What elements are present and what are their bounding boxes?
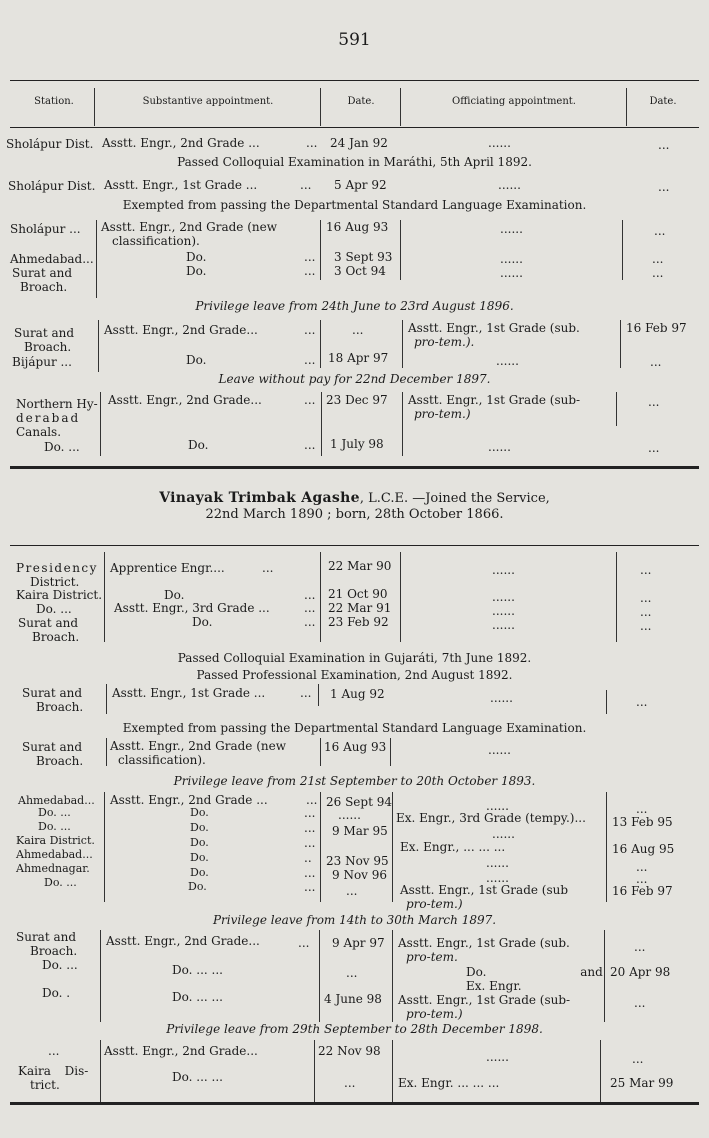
date: 16 Aug 93 [324, 740, 387, 754]
station: Do. ... [36, 602, 72, 616]
station: Broach. [24, 340, 72, 354]
officer-details-line2: 22nd March 1890 ; born, 28th October 1866. [205, 507, 504, 522]
date2: ... [636, 872, 648, 886]
dots: ... [304, 264, 316, 278]
station: Ahmedabad... [16, 848, 93, 861]
station: Do. ... [38, 820, 71, 833]
date: 9 Mar 95 [332, 824, 388, 838]
substantive-appointment: Do. [164, 588, 185, 602]
column-divider [320, 552, 321, 642]
date: ... [346, 966, 358, 980]
officiating-appointment: pro-tem.) [414, 407, 471, 421]
note: Privilege leave from 24th June to 23rd August 1896. [195, 299, 514, 313]
officiating-appointment: Ex. Engr. ... ... ... [398, 1076, 500, 1090]
note: Exempted from passing the Departmental Standard Language Examination. [122, 721, 587, 735]
column-divider [314, 1040, 315, 1102]
date: 22 Nov 98 [318, 1044, 381, 1058]
substantive-appointment: Asstt. Engr., 2nd Grade... [108, 393, 262, 407]
date2: ... [640, 563, 652, 577]
substantive-appointment: Do. [186, 353, 207, 367]
date2: 20 Apr 98 [610, 965, 671, 979]
officer-name: Vinayak Trimbak Agashe [159, 490, 360, 506]
officiating-appointment: Asstt. Engr., 1st Grade (sub. [408, 321, 580, 335]
station: Broach. [36, 754, 84, 768]
substantive-appointment: Asstt. Engr., 2nd Grade... [104, 323, 258, 337]
officiating-appointment: ...... [500, 222, 523, 236]
substantive-appointment: Do. ... ... [172, 963, 223, 977]
dots: ... [304, 250, 316, 264]
officiating-appointment: ...... [486, 871, 509, 885]
date: 23 Feb 92 [328, 615, 389, 629]
column-divider [390, 738, 391, 766]
officiating-appointment: Ex. Engr., 3rd Grade (tempy.)... [396, 811, 586, 825]
substantive-appointment: Asstt. Engr., 1st Grade ... [104, 178, 258, 192]
station: Canals. [16, 425, 62, 439]
substantive-appointment: Asstt. Engr., 3rd Grade ... [114, 601, 270, 615]
station: Kaira District. [16, 834, 95, 847]
substantive-appointment: Asstt. Engr., 1st Grade ... [112, 686, 266, 700]
date2: ... [652, 266, 664, 280]
section-rule [10, 545, 699, 546]
dots: ... [304, 393, 316, 407]
substantive-appointment: Do. [192, 615, 213, 629]
officer-details: , L.C.E. —Joined the Service, [359, 491, 550, 506]
station: Kaira District. [16, 588, 103, 602]
date: ... [346, 884, 358, 898]
header-divider [94, 88, 95, 126]
date2: ... [640, 605, 652, 619]
substantive-appointment: classification). [118, 753, 206, 767]
date2: 25 Mar 99 [610, 1076, 674, 1090]
date2: 16 Feb 97 [626, 321, 687, 335]
station: Sholápur Dist. [6, 137, 94, 151]
officiating-appointment: ...... [498, 178, 521, 192]
date: 22 Mar 90 [328, 559, 392, 573]
bottom-rule [10, 1102, 699, 1105]
date: 22 Mar 91 [328, 601, 392, 615]
officiating-appointment: Asstt. Engr., 1st Grade (sub- [408, 393, 581, 407]
column-divider [402, 320, 403, 368]
officiating-appointment: pro-tem.) [406, 897, 463, 911]
column-divider [100, 1040, 101, 1102]
officiating-appointment: pro-tem.). [414, 335, 475, 349]
note: Exempted from passing the Departmental Standard Language Examination. [122, 198, 587, 212]
dots: ... [300, 178, 312, 192]
station: Sholápur Dist. [8, 179, 96, 193]
substantive-appointment: Do. [190, 866, 209, 879]
note: Privilege leave from 21st September to 20th October 1893. [173, 774, 536, 788]
officiating-appointment: ...... [500, 266, 523, 280]
date2: 13 Feb 95 [612, 815, 673, 829]
substantive-appointment: Do. [188, 438, 209, 452]
officiating-appointment: Asstt. Engr., 1st Grade (sub [400, 883, 569, 897]
date2: ... [640, 619, 652, 633]
dots: ... [304, 601, 316, 615]
station: Presidency [16, 561, 98, 575]
note: Privilege leave from 14th to 30th March 1897. [212, 913, 497, 927]
column-divider [620, 320, 621, 368]
substantive-appointment: Asstt. Engr., 2nd Grade (new [110, 739, 287, 753]
date: ...... [338, 808, 361, 822]
station: Do. ... [44, 440, 80, 454]
substantive-appointment: Do. [190, 806, 209, 819]
station: Do. . [42, 986, 71, 1000]
date2: ... [658, 180, 670, 194]
dots: ... [304, 438, 316, 452]
officiating-appointment: Ex. Engr., ... ... ... [400, 840, 506, 854]
officiating-appointment: pro-tem.) [406, 1007, 463, 1021]
station: ... [48, 1044, 60, 1058]
date2: ... [636, 802, 648, 816]
date: 4 June 98 [324, 992, 382, 1006]
dots: ... [304, 806, 316, 820]
officiating-appointment: ...... [488, 440, 511, 454]
note: Passed Professional Examination, 2nd August 1892. [196, 668, 513, 682]
column-divider [606, 792, 607, 902]
officiating-appointment: ...... [486, 856, 509, 870]
station: Northern Hy- [16, 397, 98, 411]
station: Sholápur ... [10, 222, 81, 236]
station: Bijápur ... [12, 355, 72, 369]
column-divider [104, 792, 105, 902]
station: Broach. [30, 944, 78, 958]
officiating-appointment: ...... [488, 136, 511, 150]
column-divider [616, 392, 617, 426]
date: 9 Nov 96 [332, 868, 388, 882]
column-divider [321, 392, 322, 456]
date: 1 Aug 92 [330, 687, 385, 701]
substantive-appointment: classification). [112, 234, 200, 248]
column-divider [320, 738, 321, 766]
substantive-appointment: Asstt. Engr., 2nd Grade ... [110, 793, 268, 807]
substantive-appointment: Do. [190, 851, 209, 864]
officiating-appointment: Asstt. Engr., 1st Grade (sub- [398, 993, 571, 1007]
station: Broach. [20, 280, 68, 294]
dots: ... [304, 836, 316, 850]
officiating-appointment: ...... [492, 827, 515, 841]
date2: ... [636, 860, 648, 874]
column-divider [606, 690, 607, 714]
station: derabad [16, 411, 81, 425]
station: Surat and [14, 326, 75, 340]
dots: ... [304, 615, 316, 629]
officiating-appointment: Do. and [466, 965, 603, 979]
substantive-appointment: Do. [186, 264, 207, 278]
date: 9 Apr 97 [332, 936, 385, 950]
header-divider [320, 88, 321, 126]
substantive-appointment: Asstt. Engr., 2nd Grade... [106, 934, 260, 948]
date2: ... [634, 940, 646, 954]
date2: 16 Aug 95 [612, 842, 675, 856]
date: 21 Oct 90 [328, 587, 388, 601]
column-divider [96, 220, 97, 298]
dots: ... [304, 866, 316, 880]
station: Surat and [18, 616, 79, 630]
column-divider [320, 320, 321, 368]
top-rule [10, 80, 699, 81]
date: 3 Oct 94 [334, 264, 386, 278]
column-divider [100, 930, 101, 1022]
date2: 16 Feb 97 [612, 884, 673, 898]
header-divider [400, 88, 401, 126]
column-divider [392, 1040, 393, 1102]
header-date: Date. [347, 96, 375, 107]
dots: ... [306, 793, 318, 807]
station: Surat and [22, 740, 83, 754]
station: Do. ... [38, 806, 71, 819]
station: Do. ... [42, 958, 78, 972]
dots: ... [304, 821, 316, 835]
officer-heading [0, 490, 709, 523]
officiating-appointment: ...... [496, 354, 519, 368]
date2: ... [652, 252, 664, 266]
officiating-appointment: pro-tem. [406, 950, 458, 964]
substantive-appointment: Do. [186, 250, 207, 264]
officiating-appointment: ...... [492, 563, 515, 577]
column-divider [392, 792, 393, 902]
date: 26 Sept 94 [326, 795, 392, 809]
date: ... [344, 1076, 356, 1090]
station: Broach. [36, 700, 84, 714]
substantive-appointment: Asstt. Engr., 2nd Grade... [104, 1044, 258, 1058]
column-divider [98, 320, 99, 372]
header-divider [626, 88, 627, 126]
dots: ... [304, 323, 316, 337]
officiating-appointment: Asstt. Engr., 1st Grade (sub. [398, 936, 570, 950]
date: 3 Sept 93 [334, 250, 393, 264]
substantive-appointment: Asstt. Engr., 2nd Grade (new [101, 220, 278, 234]
station: Ahmedabad... [10, 252, 94, 266]
officiating-appointment: ...... [490, 691, 513, 705]
date: 1 July 98 [330, 437, 384, 451]
note: Leave without pay for 22nd December 1897. [218, 372, 491, 386]
date2: ... [658, 138, 670, 152]
officiating-appointment: ...... [492, 618, 515, 632]
station: Surat and [16, 930, 77, 944]
substantive-appointment: Asstt. Engr., 2nd Grade ... [102, 136, 260, 150]
date2: ... [634, 996, 646, 1010]
officiating-appointment: ...... [488, 743, 511, 757]
substantive-appointment: Do. ... ... [172, 1070, 223, 1084]
column-divider [104, 552, 105, 642]
dots: ... [304, 880, 316, 894]
header-station: Station. [34, 96, 74, 107]
station: Broach. [32, 630, 80, 644]
note: Passed Colloquial Examination in Gujaráti, 7th June 1892. [177, 651, 532, 665]
date: 5 Apr 92 [334, 178, 387, 192]
dots: ... [300, 686, 312, 700]
date: 23 Nov 95 [326, 854, 389, 868]
column-divider [616, 552, 617, 642]
substantive-appointment: Do. [190, 821, 209, 834]
officiating-appointment: Ex. Engr. [466, 979, 522, 993]
column-divider [622, 220, 623, 280]
column-divider [319, 930, 320, 1022]
date2: ... [648, 441, 660, 455]
officiating-appointment: ...... [492, 604, 515, 618]
column-divider [106, 684, 107, 714]
column-divider [320, 220, 321, 280]
dots: ... [306, 136, 318, 150]
station: Surat and [22, 686, 83, 700]
dots: ... [304, 353, 316, 367]
date: 18 Apr 97 [328, 351, 389, 365]
column-divider [392, 930, 393, 1022]
date2: ... [636, 695, 648, 709]
date2: ... [640, 591, 652, 605]
date: ... [352, 323, 364, 337]
officiating-appointment: ...... [492, 590, 515, 604]
header-officiating: Officiating appointment. [452, 96, 576, 107]
station: trict. [30, 1078, 60, 1092]
station: Do. ... [44, 876, 77, 889]
station: Kaira Dis- [18, 1064, 89, 1078]
column-divider [402, 392, 403, 456]
dots: ... [262, 561, 274, 575]
station: District. [30, 575, 80, 589]
section-rule [10, 466, 699, 469]
officiating-appointment: ...... [486, 799, 509, 813]
dots: ... [304, 588, 316, 602]
column-divider [400, 552, 401, 642]
column-divider [600, 1040, 601, 1102]
substantive-appointment: Do. ... ... [172, 990, 223, 1004]
date: 24 Jan 92 [330, 136, 388, 150]
substantive-appointment: Do. [190, 836, 209, 849]
officiating-appointment: ...... [486, 1050, 509, 1064]
station: Ahmednagar. [16, 862, 90, 875]
date2: ... [632, 1052, 644, 1066]
page-number: 591 [338, 30, 371, 50]
date: 16 Aug 93 [326, 220, 389, 234]
substantive-appointment: Apprentice Engr.... [110, 561, 225, 575]
date2: ... [654, 224, 666, 238]
dots: .. [304, 851, 312, 865]
officiating-appointment: ...... [500, 252, 523, 266]
dots: ... [298, 936, 310, 950]
station: Surat and [12, 266, 73, 280]
station: Ahmedabad... [18, 794, 95, 807]
substantive-appointment: Do. [188, 880, 207, 893]
note: Passed Colloquial Examination in Maráthi, 5th April 1892. [177, 155, 532, 169]
column-divider [100, 392, 101, 456]
date2: ... [650, 355, 662, 369]
date2: ... [648, 395, 660, 409]
note: Privilege leave from 29th September to 28th December 1898. [166, 1022, 543, 1036]
column-divider [604, 930, 605, 1022]
column-divider [106, 738, 107, 766]
date: 23 Dec 97 [326, 393, 388, 407]
column-divider [400, 220, 401, 280]
header-date2: Date. [649, 96, 677, 107]
header-bottom-rule [10, 127, 699, 128]
column-divider [318, 684, 319, 706]
column-divider [320, 792, 321, 902]
header-substantive: Substantive appointment. [142, 96, 274, 107]
